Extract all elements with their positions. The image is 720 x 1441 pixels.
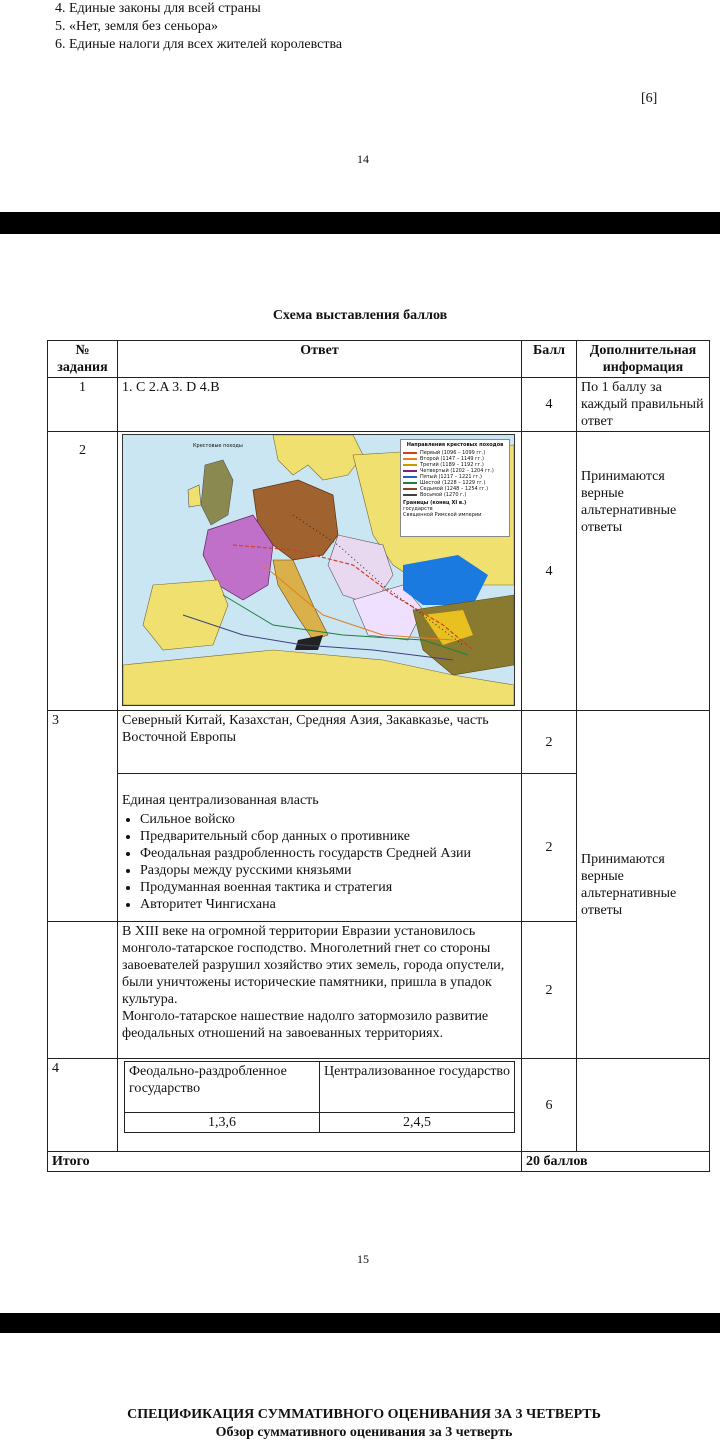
- legend-label: Второй (1147 – 1149 гг.): [420, 456, 484, 462]
- table-row-task1: [48, 378, 710, 432]
- task4-col2-header: Централизованное государство: [320, 1062, 515, 1113]
- crusades-map: [122, 434, 515, 706]
- header-info: Дополнительная информация: [577, 341, 710, 378]
- legend-list: [403, 450, 507, 498]
- task4-points: 6: [522, 1059, 577, 1152]
- task3-part2-points: 2: [522, 774, 577, 922]
- list-item-4: 4. Единые законы для всей страны: [55, 1, 261, 16]
- legend-label: Седьмой (1248 – 1254 гг.): [420, 486, 489, 492]
- task1-info: По 1 баллу за каждый правильный ответ: [577, 378, 710, 432]
- task4-col1-header: Феодально-раздробленное государство: [125, 1062, 320, 1113]
- list-item: • Авторитет Чингисхана: [140, 896, 517, 913]
- task3-part1-answer: Северный Китай, Казахстан, Средняя Азия, Закавказье, часть Восточной Европы: [118, 711, 522, 774]
- list-item-6: 6. Единые налоги для всех жителей королевства: [55, 37, 343, 52]
- table-row-task2: [48, 432, 710, 711]
- legend-swatch: [403, 482, 417, 484]
- score-marker: [6]: [641, 91, 658, 106]
- page-separator-band: [0, 212, 720, 234]
- map-caption: Крестовые походы: [193, 443, 243, 449]
- task3-part3-para1: В XIII веке на огромной территории Евразии установилось монголо-татарское господство. Многолетний гнет со стороны завоевателей разрушил хозяйство этих земель, города опустели, были уничтожены исторические памятники, пришла в упадок культура.: [122, 924, 505, 1007]
- list-item: • Предварительный сбор данных о противнике: [140, 828, 517, 845]
- table-header-row: [48, 341, 710, 378]
- legend-label: Третий (1189 – 1192 гг.): [420, 462, 484, 468]
- next-page-subtitle: Обзор суммативного оценивания за 3 четверть: [215, 1425, 513, 1440]
- task4-answer-cell: [118, 1059, 522, 1152]
- task4-col1-value: 1,3,6: [125, 1113, 320, 1133]
- total-value: 20 баллов: [522, 1152, 710, 1172]
- task3-part1-points: 2: [522, 711, 577, 774]
- task3-num: 3: [48, 711, 118, 922]
- list-item: • Раздоры между русскими князьями: [140, 862, 517, 879]
- legend-label: Пятый (1217 – 1221 гг.): [420, 474, 482, 480]
- total-label: Итого: [48, 1152, 522, 1172]
- table-row-task4: [48, 1059, 710, 1152]
- list-item: • Сильное войско: [140, 811, 517, 828]
- next-page-title: СПЕЦИФИКАЦИЯ СУММАТИВНОГО ОЦЕНИВАНИЯ ЗА 3 ЧЕТВЕРТЬ: [127, 1407, 601, 1422]
- legend-border-note: государств: [403, 506, 433, 512]
- task3-part2-intro: Единая централизованная власть: [122, 793, 319, 808]
- page-separator-band-2: [0, 1313, 720, 1333]
- task3-part3-para2: Монголо-татарское нашествие надолго затормозило развитие феодальных отношений на завоеванных территориях.: [122, 1009, 489, 1041]
- legend-title: Направления крестовых походов: [406, 442, 504, 448]
- legend-border: Границы (конец XI в.): [403, 500, 467, 506]
- task3-part3-answer: [118, 922, 522, 1059]
- task1-num: 1: [48, 378, 118, 432]
- task3-part3-points: 2: [522, 922, 577, 1059]
- list-item-5: 5. «Нет, земля без сеньора»: [55, 19, 218, 34]
- map-legend: [400, 439, 510, 537]
- legend-swatch: [403, 470, 417, 472]
- legend-empire: Священной Римской империи: [403, 512, 482, 518]
- task3-info: Принимаются верные альтернативные ответы: [577, 711, 710, 1059]
- task4-classification-table: [124, 1061, 515, 1133]
- legend-swatch: [403, 476, 417, 478]
- legend-label: Четвертый (1202 – 1204 гг.): [420, 468, 494, 474]
- legend-swatch: [403, 494, 417, 496]
- header-points: Балл: [522, 341, 577, 378]
- legend-label: Первый (1096 – 1099 гг.): [420, 450, 486, 456]
- legend-label: Восьмой (1270 г.): [420, 492, 467, 498]
- legend-label: Шестой (1228 – 1229 гг.): [420, 480, 486, 486]
- legend-swatch: [403, 458, 417, 460]
- task4-num: 4: [48, 1059, 118, 1152]
- page-number-14: 14: [357, 152, 369, 166]
- legend-swatch: [403, 452, 417, 454]
- task1-points: 4: [522, 378, 577, 432]
- table-row-total: [48, 1152, 710, 1172]
- page-number-15: 15: [357, 1252, 369, 1266]
- legend-swatch: [403, 464, 417, 466]
- task1-answer: 1. C 2.A 3. D 4.B: [118, 378, 522, 432]
- legend-item: [403, 492, 507, 498]
- task3-part2-list: [122, 811, 517, 913]
- table-row-task3-part1: [48, 711, 710, 774]
- task3-part3-num-empty: [48, 922, 118, 1059]
- header-num: № задания: [48, 341, 118, 378]
- task2-points: 4: [522, 432, 577, 711]
- list-item: • Феодальная раздробленность государств Средней Азии: [140, 845, 517, 862]
- task3-part2-answer: [118, 774, 522, 922]
- task4-info: [577, 1059, 710, 1152]
- task4-col2-value: 2,4,5: [320, 1113, 515, 1133]
- scoring-table: [47, 340, 710, 1172]
- header-answer: Ответ: [118, 341, 522, 378]
- task2-answer-cell: [118, 432, 522, 711]
- task2-info: Принимаются верные альтернативные ответы: [577, 432, 710, 711]
- scheme-title: Схема выставления баллов: [272, 308, 448, 323]
- task2-num: 2: [48, 432, 118, 711]
- list-item: • Продуманная военная тактика и стратегия: [140, 879, 517, 896]
- legend-swatch: [403, 488, 417, 490]
